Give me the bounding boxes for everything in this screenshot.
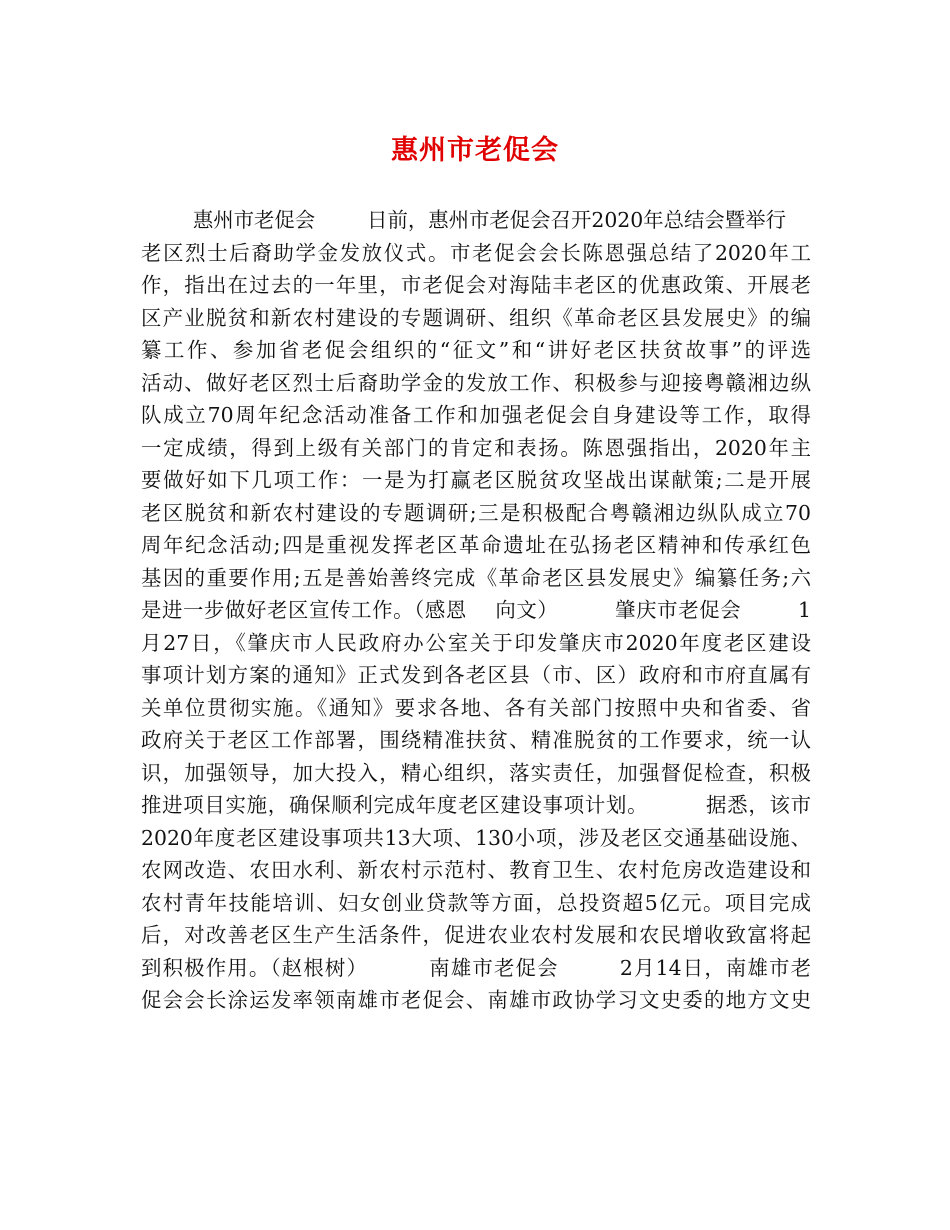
body-line: 老区烈士后裔助学金发放仪式。市老促会会长陈恩强总结了2020年工 — [141, 240, 811, 265]
body-line: 活动、做好老区烈士后裔助学金的发放工作、积极参与迎接粤赣湘边纵 — [141, 370, 811, 395]
body-line: 农村青年技能培训、妇女创业贷款等方面，总投资超5亿元。项目完成 — [141, 890, 811, 915]
body-line: 月27日，《肇庆市人民政府办公室关于印发肇庆市2020年度老区建设 — [141, 630, 811, 655]
body-line: 作，指出在过去的一年里，市老促会对海陆丰老区的优惠政策、开展老 — [141, 273, 811, 297]
body-line: 惠州市老促会 日前，惠州市老促会召开2020年总结会暨举行 — [141, 208, 786, 232]
document-title: 惠州市老促会 — [391, 135, 559, 166]
body-line: 到积极作用。（赵根树） 南雄市老促会 2月14日，南雄市老 — [141, 955, 811, 980]
body-line: 促会会长涂运发率领南雄市老促会、南雄市政协学习文史委的地方文史 — [141, 988, 811, 1012]
body-line: 队成立70周年纪念活动准备工作和加强老促会自身建设等工作，取得 — [141, 403, 811, 427]
body-line: 2020年度老区建设事项共13大项、130小项，涉及老区交通基础设施、 — [141, 825, 811, 850]
body-line: 政府关于老区工作部署，围绕精准扶贫、精准脱贫的工作要求，统一认 — [141, 728, 811, 752]
body-line: 周年纪念活动;四是重视发挥老区革命遗址在弘扬老区精神和传承红色 — [141, 533, 811, 557]
body-line: 老区脱贫和新农村建设的专题调研;三是积极配合粤赣湘边纵队成立70 — [141, 500, 811, 525]
body-line: 区产业脱贫和新农村建设的专题调研、组织《革命老区县发展史》的编 — [141, 305, 811, 330]
document-body — [141, 204, 811, 1017]
body-line: 推进项目实施，确保顺利完成年度老区建设事项计划。 据悉，该市 — [141, 793, 811, 817]
body-line: 事项计划方案的通知》正式发到各老区县（市、区）政府和市府直属有 — [141, 663, 811, 687]
body-line: 要做好如下几项工作：一是为打赢老区脱贫攻坚战出谋献策;二是开展 — [141, 468, 811, 492]
body-line: 纂工作、参加省老促会组织的“征文”和“讲好老区扶贫故事”的评选 — [141, 338, 811, 362]
body-line: 一定成绩，得到上级有关部门的肯定和表扬。陈恩强指出，2020年主 — [141, 435, 811, 460]
body-line: 是进一步做好老区宣传工作。（感恩 向文） 肇庆市老促会 1 — [141, 598, 811, 622]
body-line: 识，加强领导，加大投入，精心组织，落实责任，加强督促检查，积极 — [141, 760, 811, 785]
body-line: 农网改造、农田水利、新农村示范村、教育卫生、农村危房改造建设和 — [141, 858, 811, 882]
body-line: 关单位贯彻实施。《通知》要求各地、各有关部门按照中央和省委、省 — [141, 695, 811, 720]
body-line: 基因的重要作用;五是善始善终完成《革命老区县发展史》编纂任务;六 — [141, 565, 811, 590]
body-line: 后，对改善老区生产生活条件，促进农业农村发展和农民增收致富将起 — [141, 923, 811, 947]
